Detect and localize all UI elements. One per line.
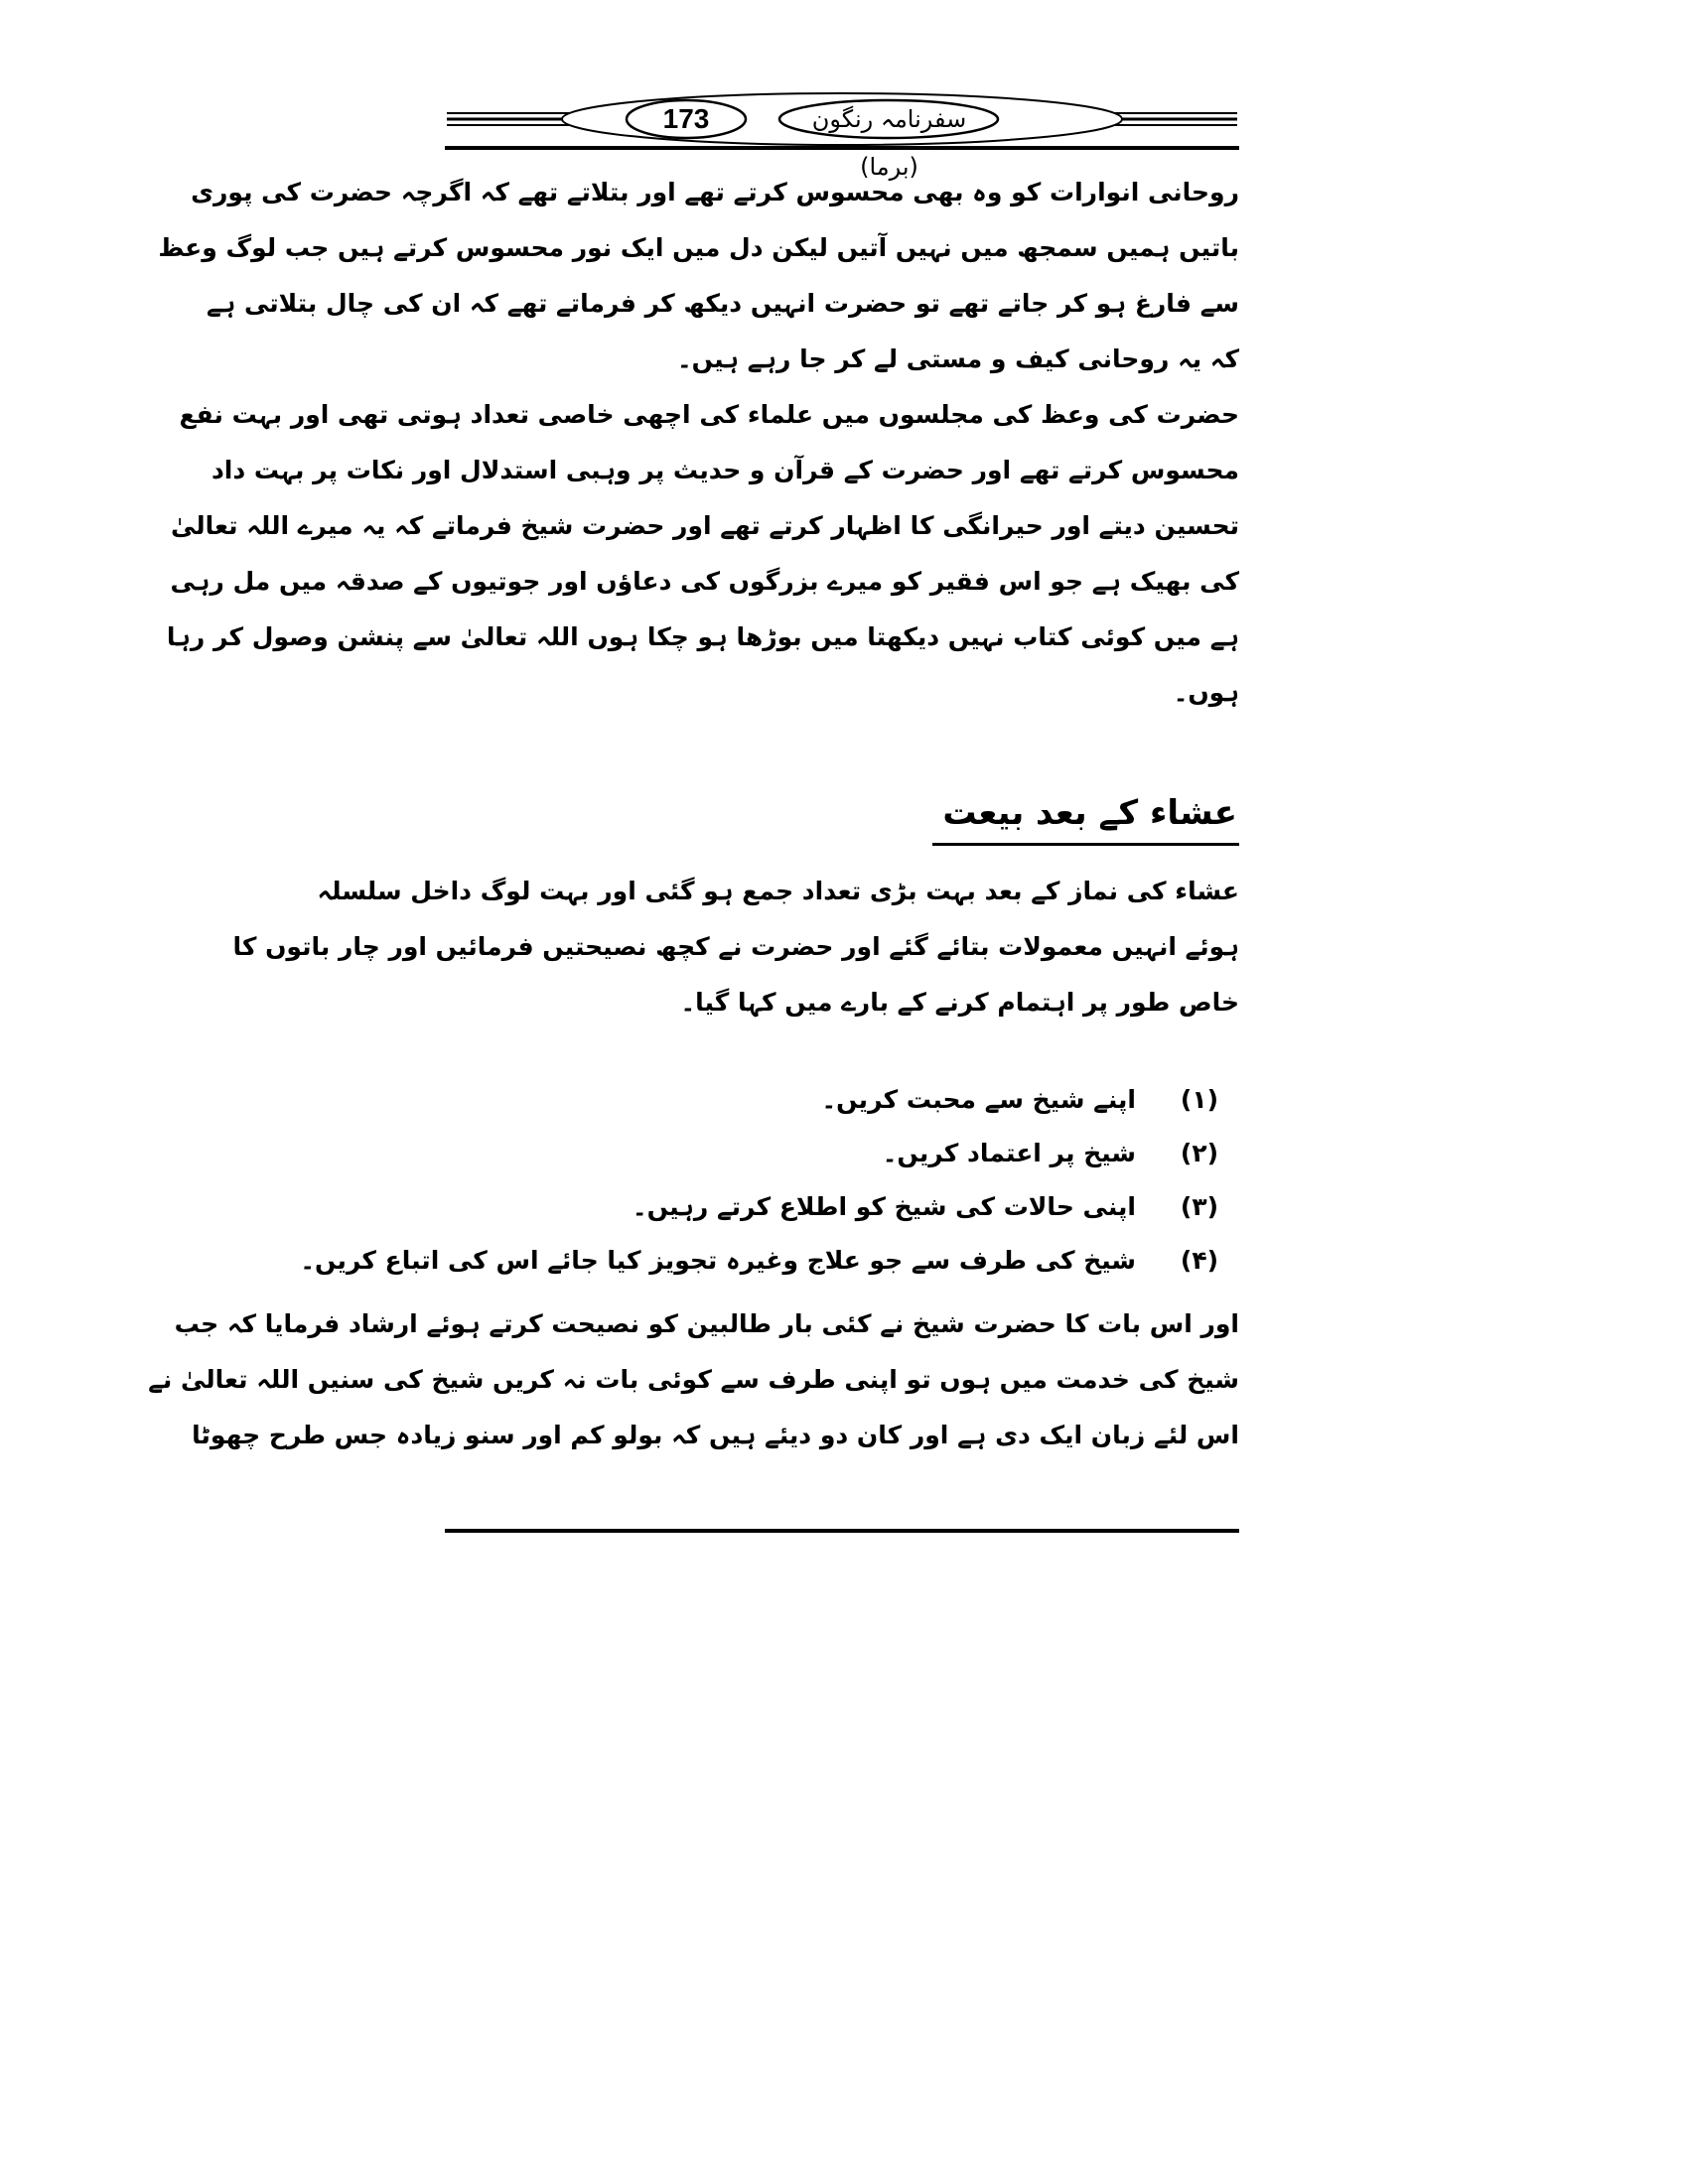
text-line: روحانی انوارات کو وہ بھی محسوس کرتے تھے اور بتلاتے تھے کہ اگرچہ حضرت کی پوری [191, 178, 1239, 206]
text-line: ہوئے انہیں معمولات بتائے گئے اور حضرت نے کچھ نصیحتیں فرمائیں اور چار باتوں کا [232, 932, 1239, 961]
paragraph-3 [232, 864, 1239, 1030]
text-line: خاص طور پر اہتمام کرنے کے بارے میں کہا گیا۔ [680, 988, 1239, 1017]
section-heading: عشاء کے بعد بیعت [932, 787, 1239, 846]
text-line: ہے میں کوئی کتاب نہیں دیکھتا میں بوڑھا ہو چکا ہوں اللہ تعالیٰ سے پنشن وصول کر رہا [166, 622, 1239, 651]
list-item [445, 1126, 1239, 1179]
header-rule [445, 146, 1239, 150]
paragraph-4 [148, 1297, 1239, 1463]
list-item [300, 1233, 1239, 1287]
list-text: شیخ کی طرف سے جو علاج وغیرہ تجویز کیا جائے اس کی اتباع کریں۔ [300, 1245, 1136, 1275]
list-text: اپنی حالات کی شیخ کو اطلاع کرتے رہیں۔ [632, 1191, 1136, 1221]
page-header [445, 85, 1239, 181]
book-page [148, 79, 1239, 1549]
text-line: محسوس کرتے تھے اور حضرت کے قرآن و حدیث پر وہبی استدلال اور نکات پر بہت داد [211, 456, 1239, 484]
text-line: باتیں ہمیں سمجھ میں نہیں آتیں لیکن دل میں ایک نور محسوس کرتے ہیں جب لوگ وعظ [158, 233, 1239, 262]
text-line: حضرت کی وعظ کی مجلسوں میں علماء کی اچھی خاصی تعداد ہوتی تھی اور بہت نفع [179, 400, 1239, 429]
list-item [445, 1072, 1239, 1126]
list-number: (۱) [1180, 1084, 1219, 1114]
list-text: اپنے شیخ سے محبت کریں۔ [821, 1084, 1136, 1114]
section-heading-wrap [932, 787, 1239, 846]
list-text: شیخ پر اعتماد کریں۔ [882, 1138, 1136, 1167]
list-number: (۴) [1180, 1245, 1219, 1275]
footer-rule [445, 1529, 1239, 1533]
text-line: شیخ کی خدمت میں ہوں تو اپنی طرف سے کوئی بات نہ کریں شیخ کی سنیں اللہ تعالیٰ نے [148, 1365, 1239, 1394]
running-title: سفرنامہ رنگون (برما) [811, 105, 967, 181]
list-number: (۳) [1180, 1191, 1219, 1221]
text-line: اس لئے زبان ایک دی ہے اور کان دو دیئے ہیں کہ بولو کم اور سنو زیادہ جس طرح چھوٹا [192, 1421, 1239, 1449]
text-line: اور اس بات کا حضرت شیخ نے کئی بار طالبین کو نصیحت کرتے ہوئے ارشاد فرمایا کہ جب [174, 1309, 1239, 1338]
page-number: 173 [662, 103, 710, 134]
text-line: سے فارغ ہو کر جاتے تھے تو حضرت انہیں دیکھ کر فرماتے تھے کہ ان کی چال بتلاتی ہے [207, 289, 1239, 318]
text-line: عشاء کی نماز کے بعد بہت بڑی تعداد جمع ہو گئی اور بہت لوگ داخل سلسلہ [317, 877, 1239, 905]
list-item [445, 1179, 1239, 1233]
paragraph-1 [158, 165, 1239, 387]
text-line: تحسین دیتے اور حیرانگی کا اظہار کرتے تھے اور حضرت شیخ فرماتے کہ یہ میرے اللہ تعالیٰ [170, 511, 1239, 540]
paragraph-2 [166, 387, 1239, 721]
text-line: کہ یہ روحانی کیف و مستی لے کر جا رہے ہیں۔ [677, 344, 1239, 373]
advice-list [300, 1072, 1239, 1287]
list-number: (۲) [1180, 1138, 1219, 1167]
text-line: ہوں۔ [1173, 678, 1239, 707]
text-line: کی بھیک ہے جو اس فقیر کو میرے بزرگوں کی دعاؤں اور جوتیوں کے صدقہ میں مل رہی [170, 567, 1239, 596]
